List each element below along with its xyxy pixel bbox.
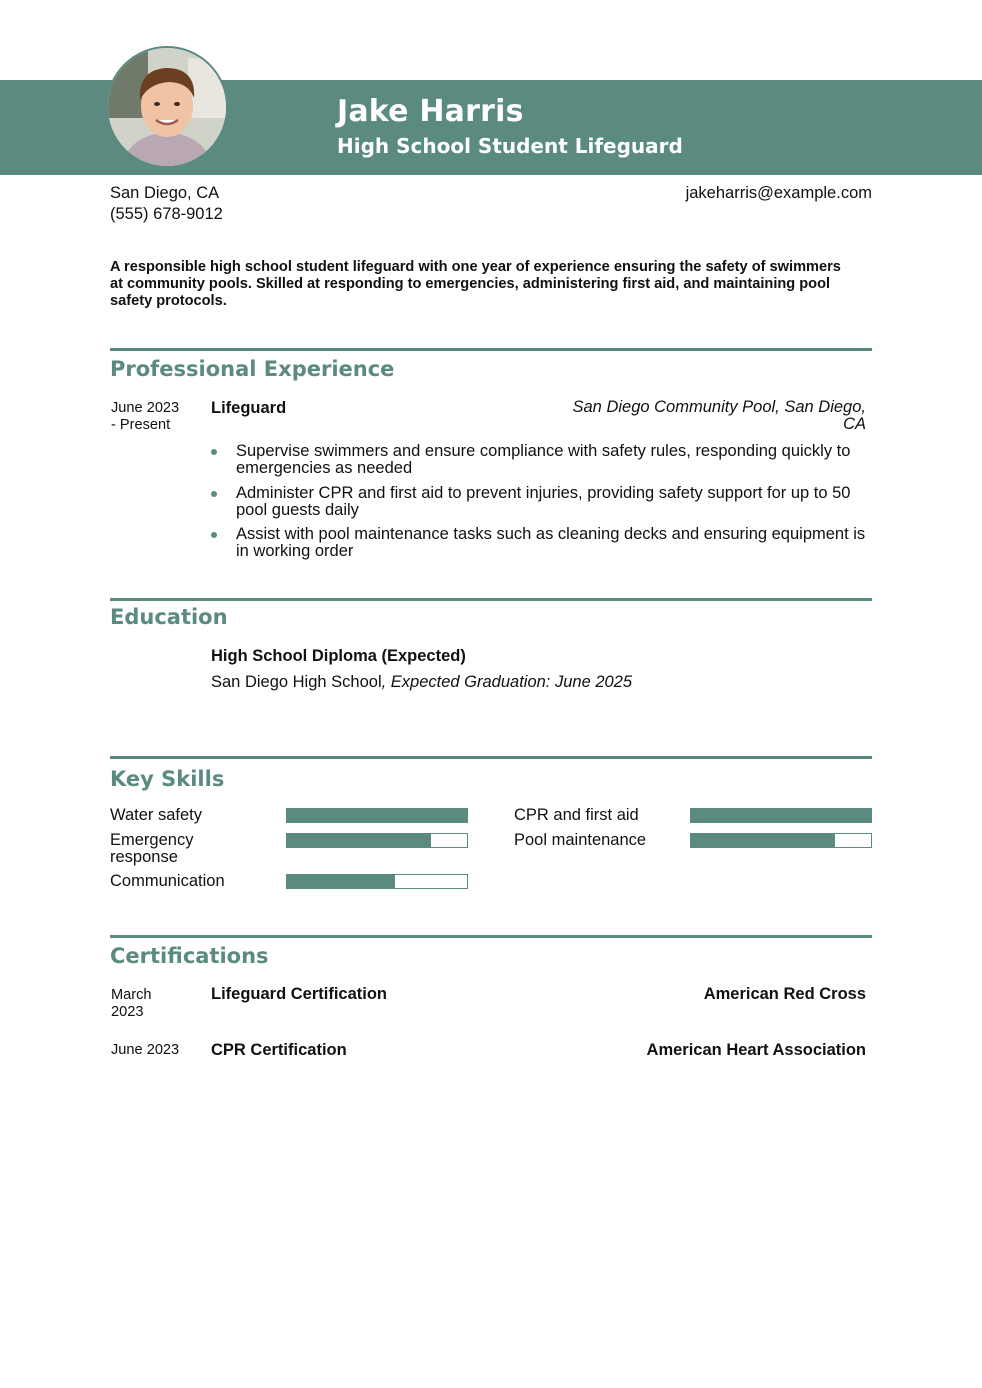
skill-bar — [286, 808, 468, 823]
candidate-name: Jake Harris — [337, 94, 524, 129]
certification-date: March 2023 — [111, 987, 152, 1020]
profile-photo — [108, 48, 226, 166]
skill-bar — [690, 833, 872, 848]
bullet-dot-icon — [211, 532, 217, 538]
person-portrait-icon — [108, 48, 226, 166]
education-graduation: , Expected Graduation: June 2025 — [381, 673, 633, 691]
skill-level-fill — [691, 834, 835, 847]
bullet-dot-icon — [211, 449, 217, 455]
skill-label: Communication — [110, 872, 225, 890]
certification-issuer: American Red Cross — [703, 985, 866, 1003]
section-divider — [110, 756, 872, 759]
section-divider — [110, 935, 872, 938]
section-divider — [110, 348, 872, 351]
experience-role: Lifeguard — [211, 399, 287, 417]
education-heading: Education — [110, 605, 228, 629]
certification-name: Lifeguard Certification — [211, 985, 388, 1003]
skill-label: Water safety — [110, 806, 202, 824]
skill-level-fill — [287, 809, 467, 822]
experience-bullet: Supervise swimmers and ensure compliance with safety rules, responding quickly to emergencies as needed — [211, 443, 871, 479]
candidate-title: High School Student Lifeguard — [337, 134, 683, 158]
certifications-heading: Certifications — [110, 944, 269, 968]
skills-heading: Key Skills — [110, 767, 225, 791]
skill-level-fill — [287, 875, 395, 888]
experience-heading: Professional Experience — [110, 357, 395, 381]
skill-label: Pool maintenance — [514, 831, 647, 849]
bullet-dot-icon — [211, 491, 217, 497]
skill-label: CPR and first aid — [514, 806, 639, 824]
experience-bullet: Administer CPR and first aid to prevent injuries, providing safety support for up to 50 pool guests daily — [211, 485, 871, 521]
education-degree: High School Diploma (Expected) — [211, 647, 466, 665]
contact-phone: (555) 678-9012 — [110, 205, 223, 223]
profile-summary: A responsible high school student lifeguard with one year of experience ensuring the safety of swimmers at community pools. Skilled at responding to emergencies, administering first aid, and maintaining pool safety protocols. — [110, 259, 841, 309]
certification-date: June 2023 — [111, 1042, 180, 1058]
contact-location: San Diego, CA — [110, 184, 220, 202]
contact-email[interactable]: jakeharris@example.com — [685, 184, 872, 202]
education-school-line — [211, 673, 632, 692]
skill-level-fill — [287, 834, 431, 847]
skill-level-fill — [691, 809, 871, 822]
skill-label: Emergency response — [110, 831, 194, 866]
section-divider — [110, 598, 872, 601]
skill-bar — [286, 874, 468, 889]
experience-bullet: Assist with pool maintenance tasks such as cleaning decks and ensuring equipment is in working order — [211, 526, 871, 562]
education-school: San Diego High School — [211, 673, 382, 691]
certification-issuer: American Heart Association — [646, 1041, 866, 1059]
experience-date: June 2023 - Present — [111, 400, 180, 433]
experience-employer: San Diego Community Pool, San Diego, CA — [572, 398, 866, 433]
skill-bar — [286, 833, 468, 848]
certification-name: CPR Certification — [211, 1041, 347, 1059]
skill-bar — [690, 808, 872, 823]
